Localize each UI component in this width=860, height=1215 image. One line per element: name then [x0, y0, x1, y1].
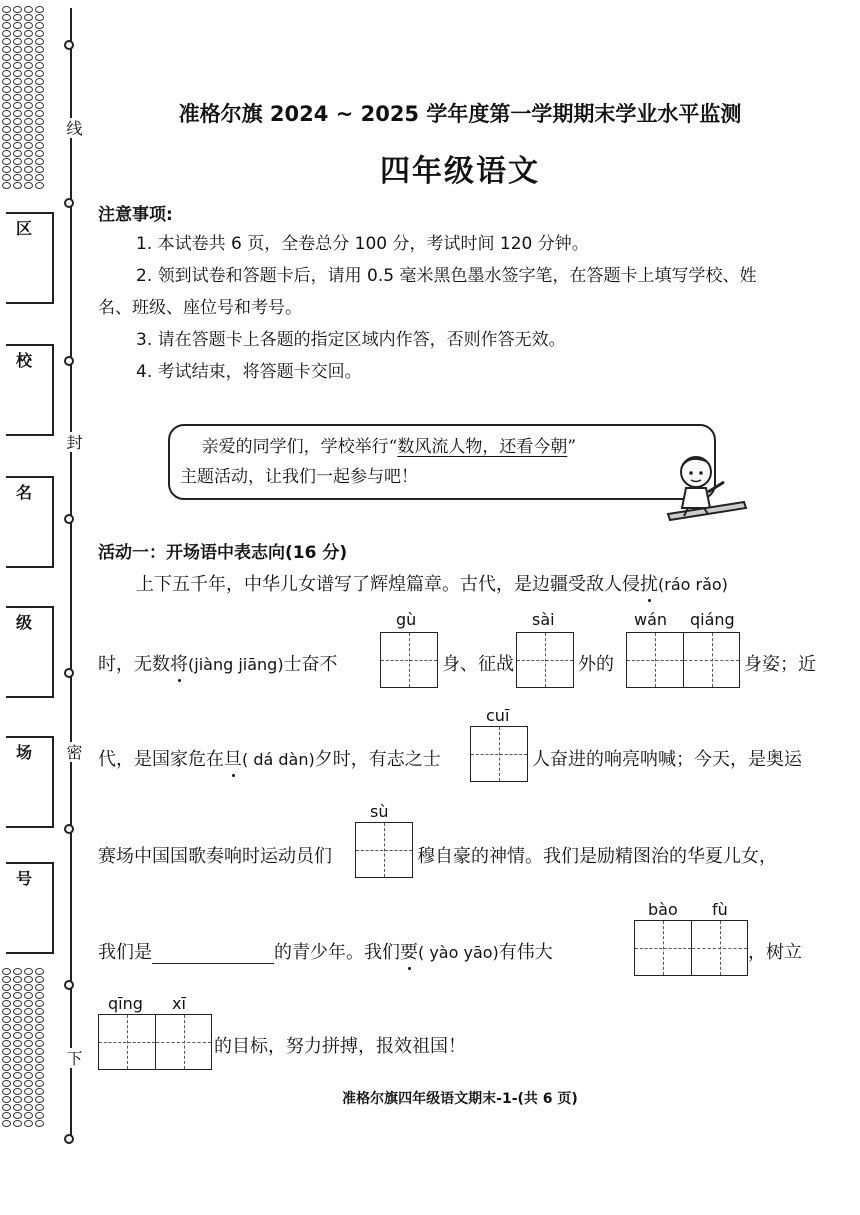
notice-item: 名、班级、座位号和考号。	[98, 298, 302, 318]
binding-ring-icon	[35, 86, 44, 93]
answer-grid-gu[interactable]	[380, 632, 438, 688]
binding-ring-icon	[13, 984, 22, 991]
subject-title: 四年级语文	[380, 154, 540, 189]
binding-ring-icon	[24, 1000, 33, 1007]
binding-ring-icon	[24, 62, 33, 69]
binding-ring-icon	[35, 976, 44, 983]
binding-hole-icon	[64, 668, 74, 678]
binding-ring-icon	[13, 166, 22, 173]
binding-ring-icon	[13, 110, 22, 117]
binding-ring-icon	[35, 984, 44, 991]
field-label: 区	[16, 219, 33, 238]
binding-ring-icon	[2, 1120, 11, 1127]
binding-ring-icon	[35, 30, 44, 37]
binding-ring-icon	[24, 118, 33, 125]
binding-ring-icon	[2, 992, 11, 999]
binding-ring-icon	[2, 1104, 11, 1111]
binding-ring-icon	[2, 1008, 11, 1015]
binding-ring-icon	[2, 1000, 11, 1007]
binding-hole-icon	[64, 514, 74, 524]
binding-ring-icon	[2, 150, 11, 157]
binding-char-mi: 密	[64, 744, 83, 760]
binding-ring-icon	[24, 984, 33, 991]
binding-ring-icon	[2, 86, 11, 93]
binding-ring-icon	[2, 6, 11, 13]
binding-ring-icon	[35, 38, 44, 45]
binding-ring-icon	[2, 142, 11, 149]
binding-ring-icon	[35, 1032, 44, 1039]
binding-ring-icon	[24, 70, 33, 77]
binding-ring-icon	[24, 22, 33, 29]
binding-ring-icon	[13, 94, 22, 101]
binding-ring-icon	[13, 174, 22, 181]
pinyin-su: sù	[370, 802, 389, 821]
binding-ring-icon	[2, 1080, 11, 1087]
passage-line-4: 赛场中国国歌奏响时运动员们	[98, 846, 332, 867]
binding-ring-icon	[2, 166, 11, 173]
binding-ring-icon	[2, 1048, 11, 1055]
binding-ring-icon	[35, 62, 44, 69]
binding-ring-icon	[13, 1024, 22, 1031]
binding-ring-icon	[2, 126, 11, 133]
binding-ring-icon	[35, 1016, 44, 1023]
activity-heading: 活动一：开场语中表志向(16 分)	[98, 543, 348, 563]
binding-ring-icon	[24, 1064, 33, 1071]
answer-grid-wanqiang[interactable]	[626, 632, 740, 688]
binding-ring-icon	[13, 54, 22, 61]
pinyin-bao: bào	[648, 900, 678, 919]
dotted-char: 旦	[224, 745, 242, 771]
binding-ring-icon	[35, 166, 44, 173]
field-label: 场	[16, 743, 33, 762]
bubble-text: 亲爱的同学们，学校举行“数风流人物，还看今朝” 主题活动，让我们一起参与吧！	[180, 437, 577, 487]
binding-ring-icon	[2, 78, 11, 85]
pinyin-wan: wán	[634, 610, 668, 629]
pinyin-qiang: qiáng	[690, 610, 735, 629]
binding-ring-icon	[24, 166, 33, 173]
binding-ring-icon	[13, 30, 22, 37]
dotted-char: 扰	[640, 570, 658, 596]
binding-ring-icon	[13, 968, 22, 975]
binding-char-feng: 封	[64, 434, 83, 450]
binding-ring-icon	[24, 6, 33, 13]
field-school[interactable]	[6, 344, 54, 436]
binding-ring-icon	[13, 134, 22, 141]
binding-ring-icon	[24, 46, 33, 53]
binding-ring-icon	[24, 976, 33, 983]
binding-ring-icon	[24, 86, 33, 93]
pinyin-choice: (ráo rǎo)	[658, 575, 728, 594]
passage-text: 身姿；近	[744, 654, 816, 675]
binding-ring-icon	[35, 174, 44, 181]
binding-ring-icon	[2, 22, 11, 29]
binding-ring-icon	[24, 126, 33, 133]
binding-ring-icon	[24, 1120, 33, 1127]
field-number[interactable]	[6, 862, 54, 954]
binding-ring-icon	[35, 6, 44, 13]
binding-ring-icon	[24, 102, 33, 109]
field-label: 校	[16, 351, 33, 370]
binding-ring-icon	[35, 134, 44, 141]
binding-hole-icon	[64, 824, 74, 834]
binding-ring-icon	[24, 1008, 33, 1015]
binding-ring-icon	[24, 1080, 33, 1087]
binding-ring-icon	[24, 1016, 33, 1023]
passage-text: 的目标，努力拼搏，报效祖国！	[214, 1036, 466, 1057]
binding-ring-icon	[35, 46, 44, 53]
binding-ring-icon	[35, 150, 44, 157]
ring-column-bottom	[2, 968, 46, 1127]
binding-ring-icon	[35, 1096, 44, 1103]
binding-ring-icon	[35, 1048, 44, 1055]
theme-text: 数风流人物，还看今朝	[397, 437, 568, 457]
binding-ring-icon	[35, 968, 44, 975]
binding-ring-icon	[13, 102, 22, 109]
binding-ring-icon	[13, 1088, 22, 1095]
binding-ring-icon	[35, 1064, 44, 1071]
binding-ring-icon	[35, 1112, 44, 1119]
pinyin-gu: gù	[396, 610, 417, 629]
binding-ring-icon	[24, 94, 33, 101]
field-name[interactable]	[6, 476, 54, 568]
passage-text: 人奋进的响亮呐喊；今天，是奥运	[532, 749, 802, 770]
pinyin-qing: qīng	[108, 994, 143, 1013]
binding-ring-icon	[35, 70, 44, 77]
binding-char-xian: 线	[64, 120, 83, 136]
fill-blank[interactable]	[152, 943, 274, 964]
binding-ring-icon	[13, 142, 22, 149]
dotted-char: 将	[170, 650, 188, 676]
binding-ring-icon	[13, 62, 22, 69]
binding-ring-icon	[24, 150, 33, 157]
binding-ring-icon	[35, 182, 44, 189]
field-exam-room[interactable]	[6, 736, 54, 828]
binding-ring-icon	[2, 46, 11, 53]
notice-item: 1. 本试卷共 6 页，全卷总分 100 分，考试时间 120 分钟。	[136, 234, 589, 254]
binding-ring-icon	[24, 1096, 33, 1103]
binding-ring-icon	[2, 1056, 11, 1063]
binding-ring-icon	[2, 1088, 11, 1095]
binding-ring-icon	[2, 968, 11, 975]
binding-ring-icon	[24, 1032, 33, 1039]
binding-ring-icon	[35, 1024, 44, 1031]
binding-ring-icon	[2, 1024, 11, 1031]
binding-ring-icon	[13, 1000, 22, 1007]
binding-ring-icon	[2, 1096, 11, 1103]
binding-ring-icon	[2, 110, 11, 117]
binding-ring-icon	[24, 110, 33, 117]
binding-ring-icon	[35, 1080, 44, 1087]
binding-ring-icon	[35, 1008, 44, 1015]
binding-ring-icon	[13, 1080, 22, 1087]
binding-ring-icon	[13, 6, 22, 13]
binding-ring-icon	[13, 1032, 22, 1039]
binding-ring-icon	[24, 968, 33, 975]
passage-text: 穆自豪的神情。我们是励精图治的华夏儿女，	[417, 846, 777, 867]
binding-ring-icon	[13, 1120, 22, 1127]
binding-line	[70, 8, 72, 1143]
binding-ring-icon	[35, 1040, 44, 1047]
binding-ring-icon	[24, 992, 33, 999]
binding-ring-icon	[13, 992, 22, 999]
binding-ring-icon	[24, 1104, 33, 1111]
pinyin-xi: xī	[172, 994, 186, 1013]
binding-ring-icon	[24, 174, 33, 181]
binding-ring-icon	[2, 134, 11, 141]
binding-ring-icon	[13, 78, 22, 85]
binding-ring-icon	[35, 118, 44, 125]
binding-ring-icon	[24, 14, 33, 21]
binding-ring-icon	[35, 94, 44, 101]
binding-ring-icon	[13, 976, 22, 983]
binding-ring-icon	[35, 992, 44, 999]
binding-ring-icon	[13, 1096, 22, 1103]
binding-ring-icon	[13, 46, 22, 53]
pinyin-sai: sài	[532, 610, 555, 629]
binding-ring-icon	[2, 54, 11, 61]
binding-ring-icon	[35, 142, 44, 149]
field-district[interactable]	[6, 212, 54, 304]
answer-grid-qingxi[interactable]	[98, 1014, 212, 1070]
binding-ring-icon	[13, 126, 22, 133]
binding-ring-icon	[35, 1000, 44, 1007]
binding-ring-icon	[35, 126, 44, 133]
notice-item: 3. 请在答题卡上各题的指定区域内作答，否则作答无效。	[136, 330, 566, 350]
binding-ring-icon	[13, 86, 22, 93]
binding-ring-icon	[24, 1040, 33, 1047]
binding-ring-icon	[35, 1056, 44, 1063]
field-label: 号	[16, 869, 33, 888]
binding-ring-icon	[13, 38, 22, 45]
binding-ring-icon	[13, 1072, 22, 1079]
binding-ring-icon	[35, 78, 44, 85]
binding-ring-icon	[13, 1048, 22, 1055]
binding-ring-icon	[13, 1040, 22, 1047]
binding-ring-icon	[35, 1104, 44, 1111]
binding-ring-icon	[2, 70, 11, 77]
binding-ring-icon	[35, 1072, 44, 1079]
binding-ring-icon	[35, 22, 44, 29]
pinyin-fu: fù	[712, 900, 728, 919]
passage-line-3: 代，是国家危在旦( dá dàn)夕时，有志之士	[98, 745, 441, 771]
binding-ring-icon	[13, 118, 22, 125]
binding-ring-icon	[2, 158, 11, 165]
binding-ring-icon	[24, 134, 33, 141]
field-label: 名	[16, 483, 33, 502]
binding-ring-icon	[24, 182, 33, 189]
binding-ring-icon	[2, 118, 11, 125]
binding-char-xia: 下	[64, 1050, 83, 1066]
binding-ring-icon	[35, 110, 44, 117]
binding-ring-icon	[2, 1064, 11, 1071]
binding-ring-icon	[35, 158, 44, 165]
binding-ring-icon	[24, 78, 33, 85]
binding-ring-icon	[2, 30, 11, 37]
binding-ring-icon	[13, 1008, 22, 1015]
exam-title: 准格尔旗 2024 ~ 2025 学年度第一学期期末学业水平监测	[178, 102, 742, 126]
passage-text: ，树立	[748, 942, 802, 963]
passage-line-5: 我们是 的青少年。我们要( yào yāo)有伟大	[98, 938, 553, 964]
binding-ring-icon	[13, 22, 22, 29]
passage-line-1: 上下五千年，中华儿女谱写了辉煌篇章。古代，是边疆受敌人侵扰(ráo rǎo)	[136, 570, 728, 596]
binding-ring-icon	[13, 182, 22, 189]
binding-ring-icon	[2, 1112, 11, 1119]
binding-ring-icon	[24, 54, 33, 61]
binding-ring-icon	[13, 1056, 22, 1063]
binding-ring-icon	[24, 1072, 33, 1079]
binding-ring-icon	[24, 38, 33, 45]
binding-ring-icon	[13, 1064, 22, 1071]
binding-ring-icon	[13, 1112, 22, 1119]
binding-ring-icon	[2, 984, 11, 991]
notice-item: 2. 领到试卷和答题卡后，请用 0.5 毫米黑色墨水签字笔，在答题卡上填写学校、姓	[136, 266, 757, 286]
binding-ring-icon	[2, 94, 11, 101]
passage-text: 外的	[578, 654, 614, 675]
binding-ring-icon	[24, 1024, 33, 1031]
field-label: 级	[16, 613, 33, 632]
page-footer: 准格尔旗四年级语文期末-1-(共 6 页)	[342, 1091, 578, 1107]
answer-grid-sai[interactable]	[516, 632, 574, 688]
notice-heading: 注意事项:	[98, 205, 173, 225]
binding-ring-icon	[2, 1040, 11, 1047]
notice-item: 4. 考试结束，将答题卡交回。	[136, 362, 362, 382]
binding-ring-icon	[13, 1016, 22, 1023]
answer-grid-su[interactable]	[355, 822, 413, 878]
passage-text: 身、征战	[442, 654, 514, 675]
binding-ring-icon	[2, 182, 11, 189]
binding-hole-icon	[64, 40, 74, 50]
binding-ring-icon	[13, 150, 22, 157]
binding-ring-icon	[24, 1048, 33, 1055]
binding-ring-icon	[35, 102, 44, 109]
binding-ring-icon	[13, 158, 22, 165]
binding-ring-icon	[24, 30, 33, 37]
dotted-char: 要	[400, 938, 418, 964]
binding-ring-icon	[2, 1072, 11, 1079]
binding-ring-icon	[2, 1016, 11, 1023]
binding-ring-icon	[35, 1088, 44, 1095]
field-class[interactable]	[6, 606, 54, 698]
binding-ring-icon	[2, 14, 11, 21]
passage-line-2: 时，无数将(jiàng jiāng)士奋不	[98, 650, 338, 676]
binding-ring-icon	[35, 54, 44, 61]
binding-ring-icon	[2, 102, 11, 109]
binding-ring-icon	[24, 142, 33, 149]
binding-ring-icon	[2, 62, 11, 69]
binding-ring-icon	[24, 1112, 33, 1119]
ring-column-top	[2, 6, 46, 189]
binding-ring-icon	[2, 1032, 11, 1039]
binding-ring-icon	[35, 1120, 44, 1127]
binding-ring-icon	[13, 14, 22, 21]
binding-ring-icon	[13, 70, 22, 77]
binding-ring-icon	[2, 174, 11, 181]
student-cartoon-icon	[660, 452, 750, 527]
binding-ring-icon	[35, 14, 44, 21]
binding-ring-icon	[24, 158, 33, 165]
binding-ring-icon	[2, 976, 11, 983]
binding-hole-icon	[64, 198, 74, 208]
binding-ring-icon	[24, 1088, 33, 1095]
binding-ring-icon	[13, 1104, 22, 1111]
binding-hole-icon	[64, 1134, 74, 1144]
binding-hole-icon	[64, 980, 74, 990]
answer-grid-cui[interactable]	[470, 726, 528, 782]
binding-hole-icon	[64, 356, 74, 366]
binding-ring-icon	[2, 38, 11, 45]
answer-grid-baofu[interactable]	[634, 920, 748, 976]
binding-ring-icon	[24, 1056, 33, 1063]
pinyin-cui: cuī	[486, 706, 510, 725]
